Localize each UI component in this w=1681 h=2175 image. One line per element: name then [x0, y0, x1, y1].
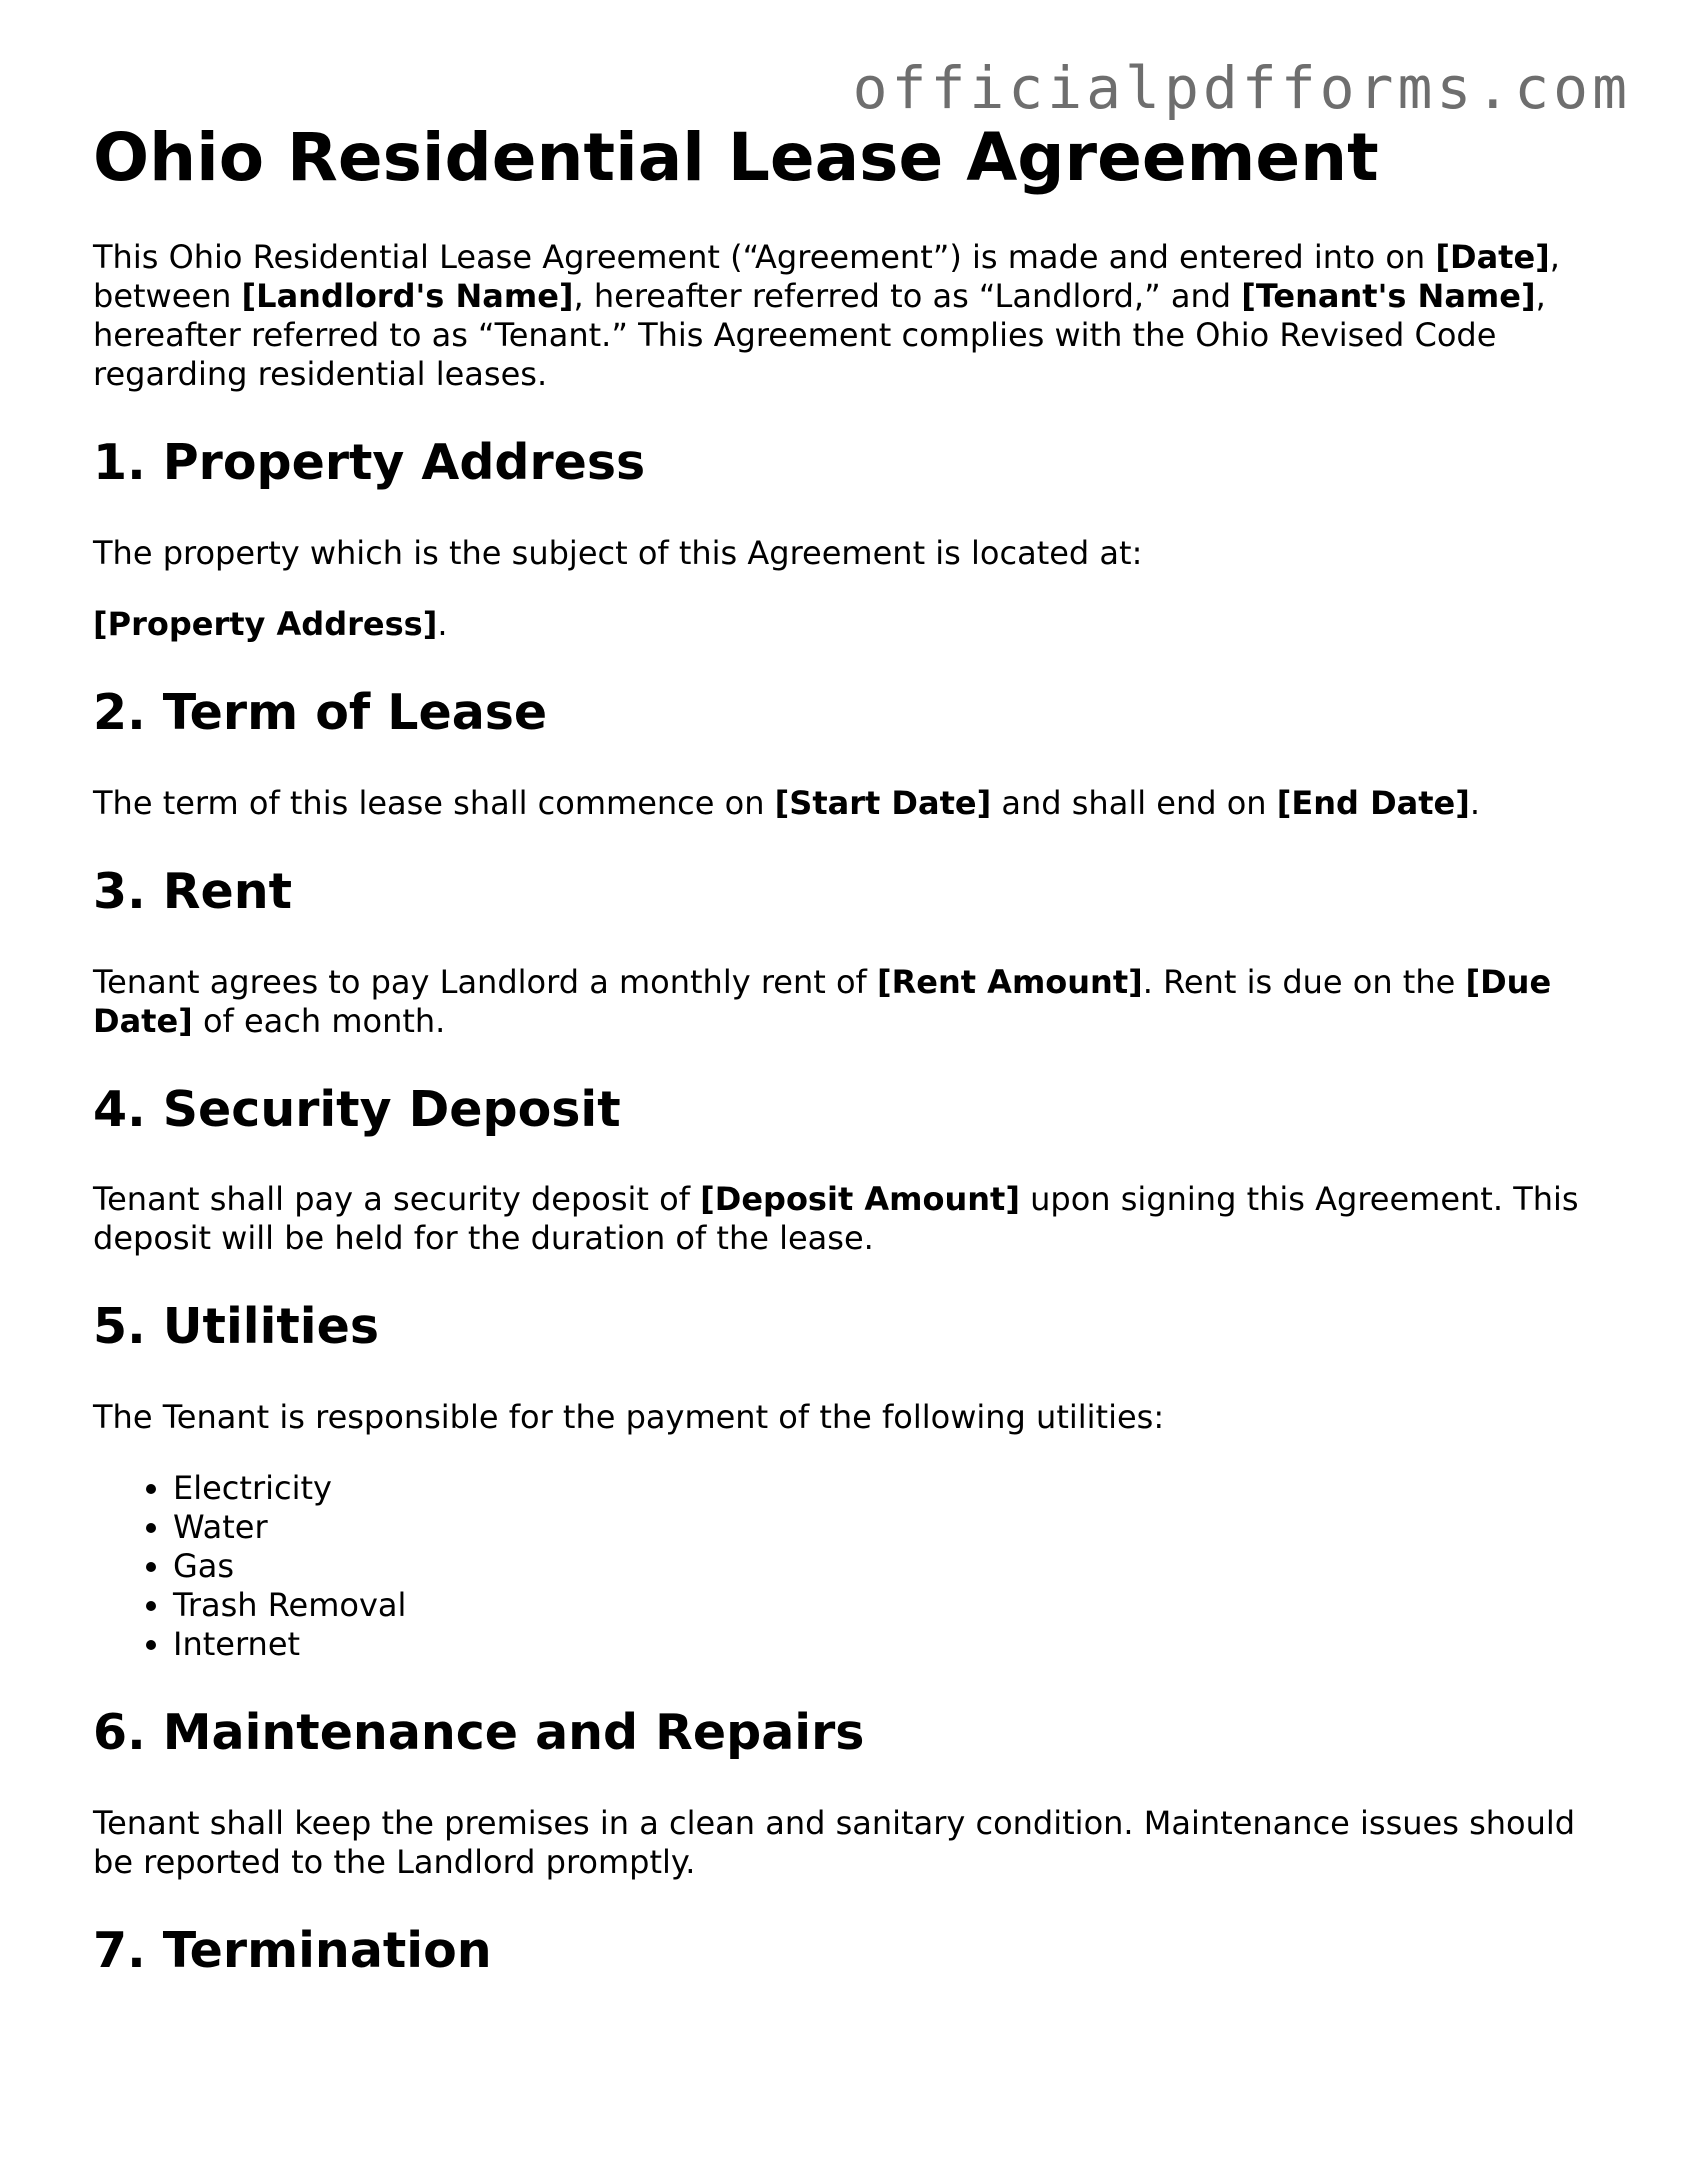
rent-text-1: Tenant agrees to pay Landlord a monthly rent of — [93, 962, 877, 1001]
list-item: • Water — [173, 1508, 1613, 1547]
section-heading-termination: 7. Termination — [93, 1922, 492, 1980]
end-date-placeholder: [End Date] — [1276, 783, 1470, 822]
section-heading-term-of-lease: 2. Term of Lease — [93, 683, 548, 741]
section-heading-maintenance: 6. Maintenance and Repairs — [93, 1704, 865, 1762]
intro-text-2: , between — [93, 237, 1560, 315]
term-text-3: . — [1469, 783, 1481, 822]
property-address-line — [93, 605, 1613, 644]
rent-text-3: of each month. — [192, 1001, 446, 1040]
rent-text — [93, 963, 1613, 1041]
intro-text-3: , hereafter referred to as “Landlord,” and — [573, 276, 1242, 315]
utilities-list — [93, 1469, 1613, 1664]
intro-text-1: This Ohio Residential Lease Agreement (“Agreement”) is made and entered into on — [93, 237, 1436, 276]
deposit-text-2: upon signing this Agreement. This deposit will be held for the duration of the lease. — [93, 1180, 1579, 1258]
start-date-placeholder: [Start Date] — [774, 783, 992, 822]
rent-text-2: . Rent is due on the — [1142, 962, 1466, 1001]
document-title: Ohio Residential Lease Agreement — [93, 119, 1379, 196]
property-address-period: . — [437, 604, 448, 643]
section-heading-utilities: 5. Utilities — [93, 1298, 379, 1356]
due-date-placeholder: [Due Date] — [93, 962, 1552, 1040]
section-heading-security-deposit: 4. Security Deposit — [93, 1080, 621, 1138]
list-item: • Electricity — [173, 1469, 1613, 1508]
date-placeholder: [Date] — [1435, 237, 1550, 276]
list-item: • Internet — [173, 1625, 1613, 1664]
tenant-name-placeholder: [Tenant's Name] — [1241, 276, 1536, 315]
term-text-1: The term of this lease shall commence on — [93, 783, 775, 822]
section-heading-property-address: 1. Property Address — [93, 433, 646, 491]
intro-paragraph — [93, 238, 1613, 394]
security-deposit-text — [93, 1180, 1613, 1258]
watermark: officialpdfforms.com — [852, 54, 1631, 122]
list-item: • Trash Removal — [173, 1586, 1613, 1625]
intro-text-4: , hereafter referred to as “Tenant.” This Agreement complies with the Ohio Revised Code regarding residential leases. — [93, 276, 1546, 393]
term-text-2: and shall end on — [991, 783, 1277, 822]
deposit-amount-placeholder: [Deposit Amount] — [700, 1180, 1020, 1219]
property-address-text: The property which is the subject of this Agreement is located at: — [93, 533, 1143, 572]
landlord-name-placeholder: [Landlord's Name] — [241, 276, 574, 315]
term-of-lease-text — [93, 784, 1613, 823]
property-address-placeholder: [Property Address] — [93, 604, 438, 643]
list-item: • Gas — [173, 1547, 1613, 1586]
section-heading-rent: 3. Rent — [93, 862, 293, 920]
deposit-text-1: Tenant shall pay a security deposit of — [93, 1180, 701, 1219]
rent-amount-placeholder: [Rent Amount] — [876, 962, 1143, 1001]
utilities-text: The Tenant is responsible for the payment of the following utilities: — [93, 1398, 1165, 1437]
document-body — [93, 120, 1613, 2022]
maintenance-text: Tenant shall keep the premises in a clean and sanitary condition. Maintenance issues should be reported to the Landlord promptly. — [93, 1804, 1576, 1882]
